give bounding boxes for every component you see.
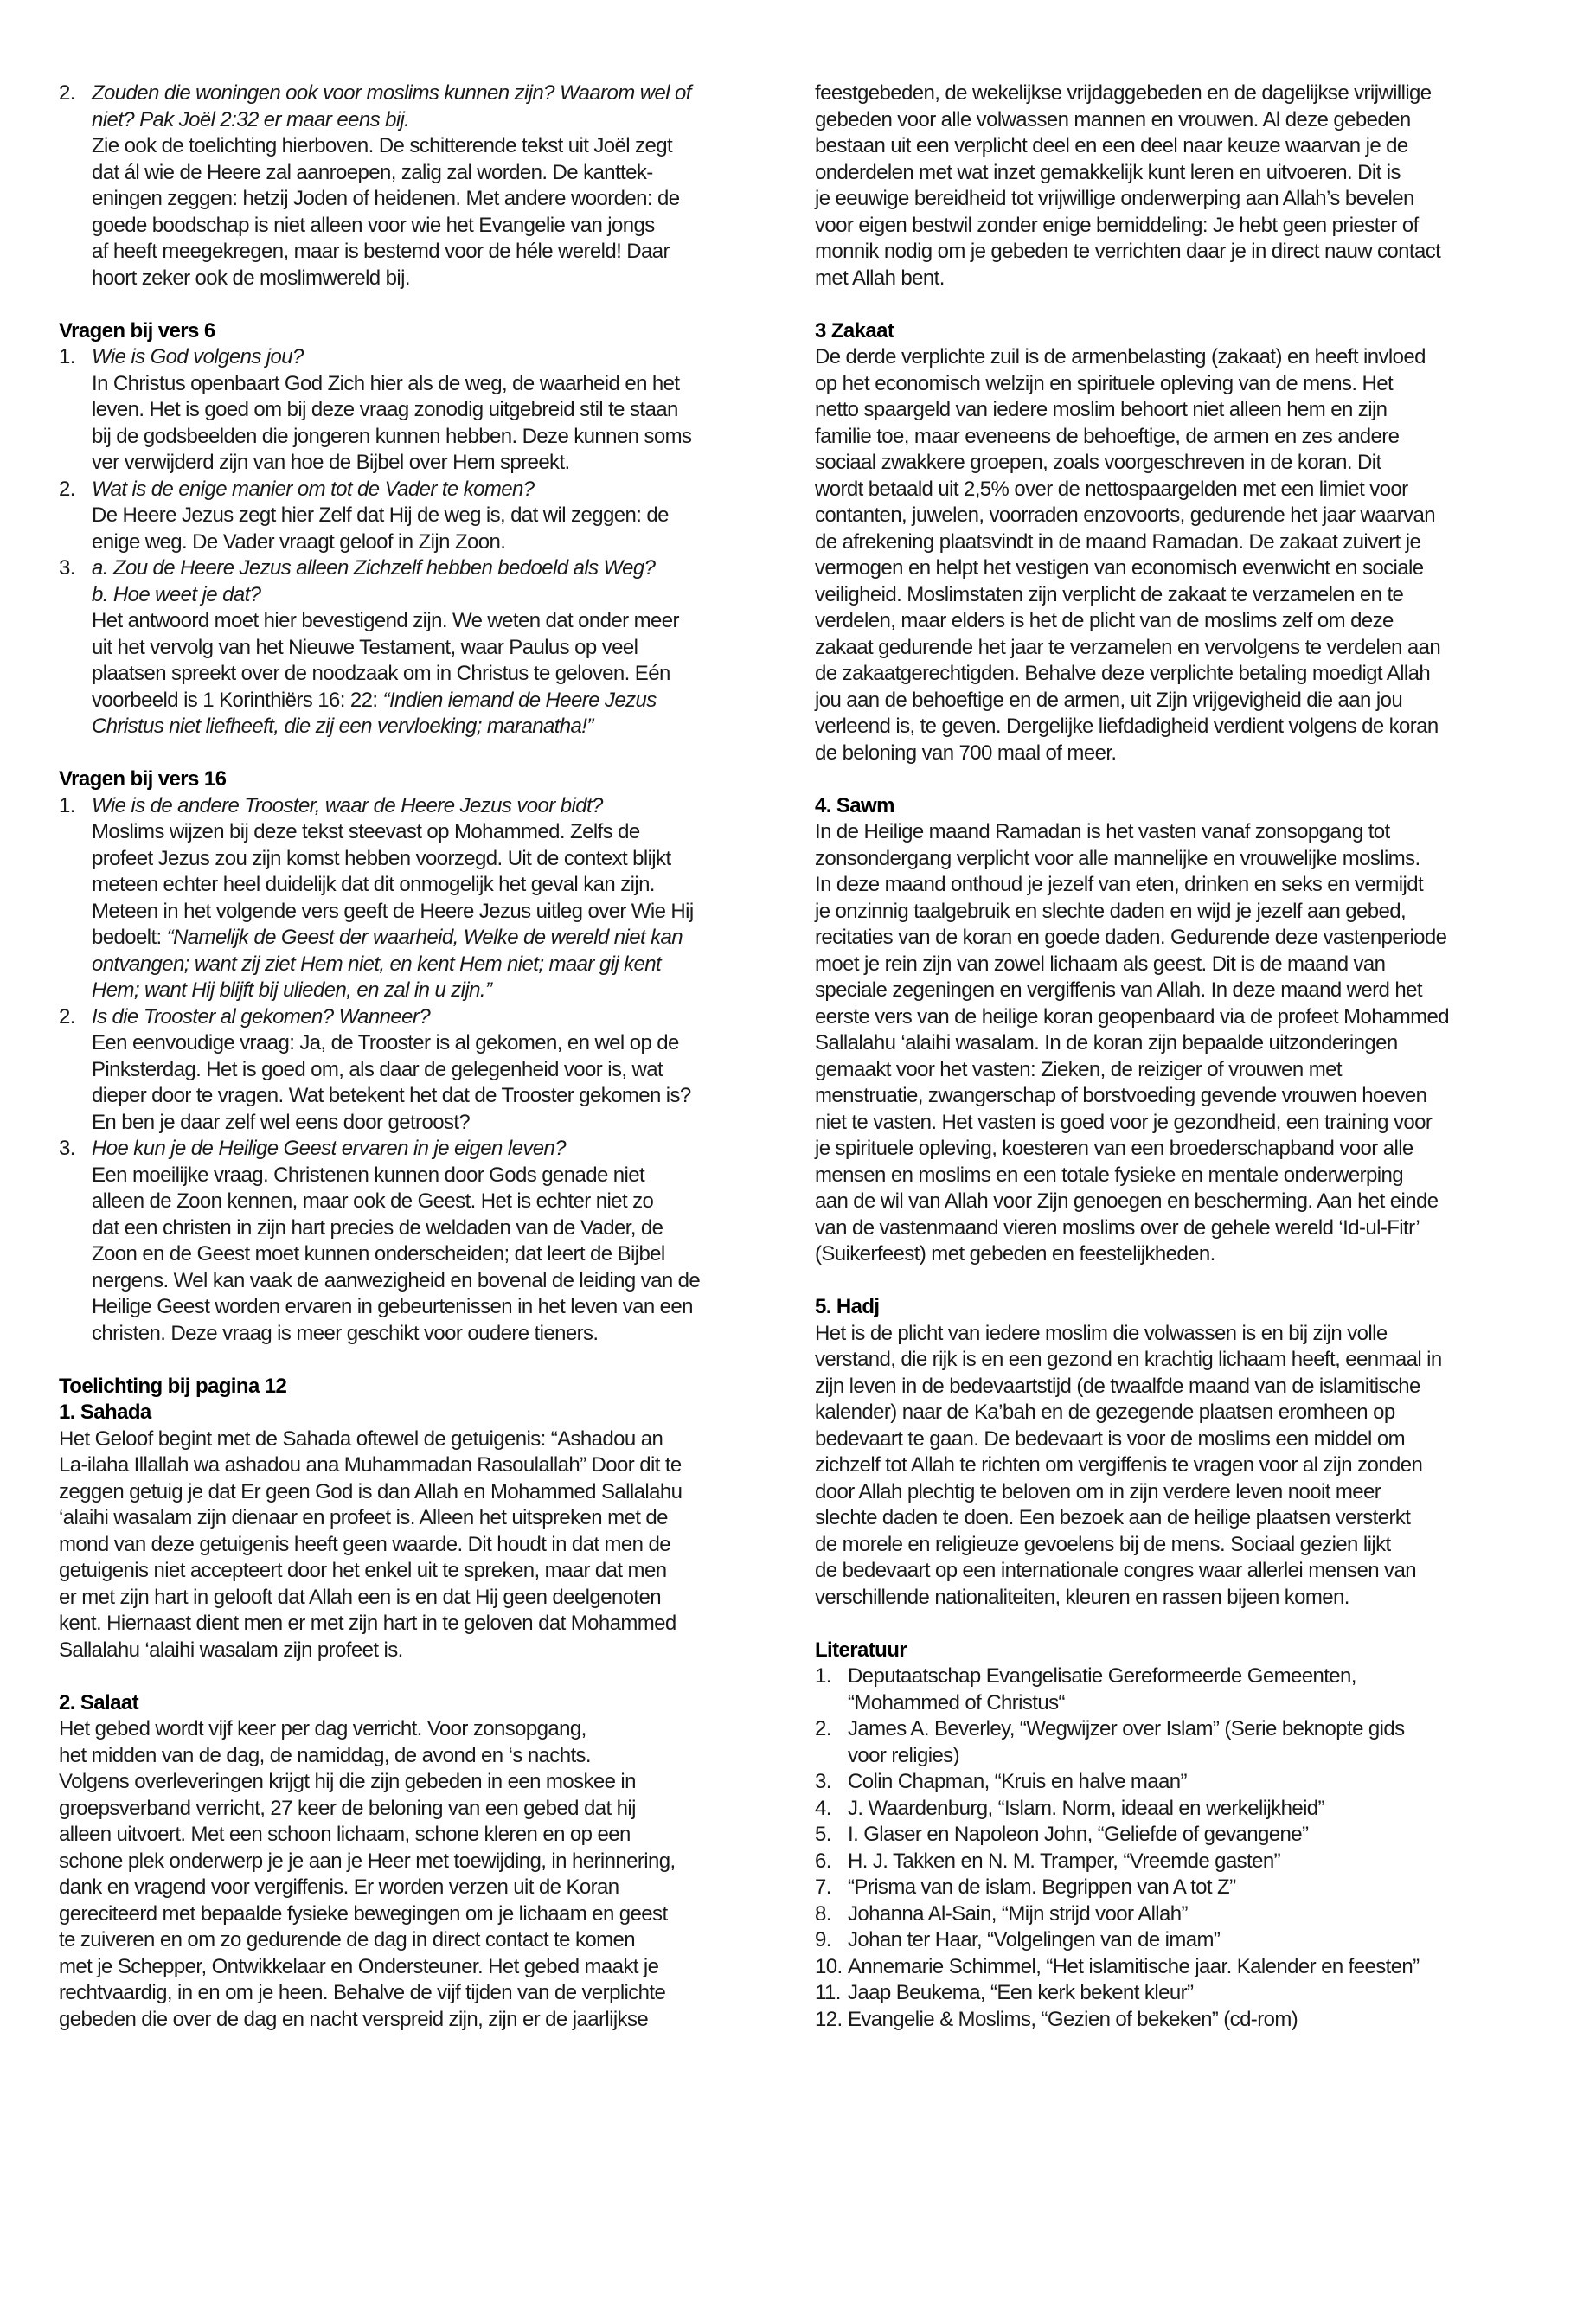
body-line: verdelen, maar elders is het de plicht van de moslims zelf om deze [815,609,1394,632]
body-line: monnik nodig om je gebeden te verrichten daar je in direct nauw contact [815,240,1441,263]
answer-text: ver verwijderd zijn van hoe de Bijbel over Hem spreekt. [92,451,570,474]
bible-quote: “Indien iemand de Heere Jezus [382,688,657,712]
literature-text: Colin Chapman, “Kruis en halve maan” [848,1770,1187,1793]
body-line: aan de wil van Allah voor Zijn genoegen en bescherming. Aan het einde [815,1189,1439,1213]
body-line: gebeden die over de dag en nacht verspreid zijn, zijn er de jaarlijkse [59,2007,649,2031]
subheading-sawm: 4. Sawm [815,793,894,817]
question-text: Wie is de andere Trooster, waar de Heere Jezus voor bidt? [92,793,603,817]
zakaat-paragraph [815,344,1559,766]
item-number: 11. [815,1981,841,2004]
body-line: van de vastenmaand vieren moslims over de gehele wereld ‘Id-ul-Fitr’ [815,1215,1420,1240]
salaat-paragraph [59,1716,785,2033]
body-line: er met zijn hart in gelooft dat Allah een is en dat Hij geen deelgenoten [59,1585,661,1609]
subheading-salaat: 2. Salaat [59,1690,138,1715]
literature-item [815,1769,1559,1796]
body-line: de afrekening plaatsvindt in de maand Ramadan. De zakaat zuivert je [815,529,1421,554]
answer-text: enige weg. De Vader vraagt geloof in Zijn Zoon. [92,529,506,554]
item-number: 2. [59,81,75,105]
subheading-hadj: 5. Hadj [815,1295,880,1318]
body-line: de zakaatgerechtigden. Behalve deze verplichte betaling moedigt Allah [815,662,1431,685]
item-number: 12. [815,2007,843,2031]
bible-quote: Hem; want Hij blijft bij ulieden, en zal in u zijn.” [92,978,492,1002]
body-line: Sallalahu ‘alaihi wasalam zijn profeet is. [59,1638,403,1662]
body-line: sociaal zwakkere groepen, zoals voorgeschreven in de koran. Dit [815,451,1381,474]
body-line: met je Schepper, Ontwikkelaar en Ondersteuner. Het gebed maakt je [59,1954,659,1978]
section-gap [59,740,785,767]
question-item [59,1004,785,1137]
item-number: 5. [815,1823,831,1846]
answer-text: dieper door te vragen. Wat betekent het dat de Trooster gekomen is? [92,1084,691,1107]
literature-text: Annemarie Schimmel, “Het islamitische jaar. Kalender en feesten” [848,1954,1420,1978]
body-line: moet je rein zijn van zowel lichaam als geest. Dit is de maand van [815,952,1386,976]
item-number: 3. [815,1770,831,1793]
question-text: a. Zou de Heere Jezus alleen Zichzelf hebben bedoeld als Weg? [92,556,656,580]
body-line: groepsverband verricht, 27 keer de beloning van een gebed dat hij [59,1796,636,1820]
literature-text: Evangelie & Moslims, “Gezien of bekeken” (cd-rom) [848,2007,1298,2031]
body-line: In de Heilige maand Ramadan is het vasten vanaf zonsopgang tot [815,820,1390,843]
literature-text: Johan ter Haar, “Volgelingen van de imam” [848,1928,1221,1952]
item-number: 1. [59,345,75,369]
body-line: mensen en moslims en een totale fysieke en mentale onderwerping [815,1163,1403,1187]
answer-text: hoort zeker ook de moslimwereld bij. [92,266,410,290]
body-line: verleend is, te geven. Dergelijke liefdadigheid verdient volgens de koran [815,715,1439,738]
question-item [59,555,785,740]
section-gap [59,292,785,318]
literature-item [815,2007,1559,2034]
literature-text: Johanna Al-Sain, “Mijn strijd voor Allah” [848,1901,1188,1926]
body-line: recitaties van de koran en goede daden. Gedurende deze vastenperiode [815,926,1447,949]
question-text: Zouden die woningen ook voor moslims kunnen zijn? Waarom wel of [92,81,691,105]
body-line: wordt betaald uit 2,5% over de nettospaargelden met een limiet voor [815,477,1408,501]
subheading-sahada: 1. Sahada [59,1400,151,1424]
answer-text: profeet Jezus zou zijn komst hebben voorzegd. Uit de context blijkt [92,846,671,870]
item-number: 6. [815,1849,831,1873]
section-gap [815,1611,1559,1638]
item-number: 1. [59,793,75,817]
answer-text: meteen echter heel duidelijk dat dit onmogelijk het geval kan zijn. [92,873,655,896]
bible-quote: ontvangen; want zij ziet Hem niet, en kent Hem niet; maar gij kent [92,952,662,976]
body-line: Het gebed wordt vijf keer per dag verricht. Voor zonsopgang, [59,1717,586,1740]
answer-text: De Heere Jezus zegt hier Zelf dat Hij de weg is, dat wil zeggen: de [92,503,669,527]
body-line: Het is de plicht van iedere moslim die volwassen is en bij zijn volle [815,1321,1388,1345]
literature-text: “Prisma van de islam. Begrippen van A tot Z” [848,1875,1236,1899]
left-column [59,80,785,2033]
body-line: De derde verplichte zuil is de armenbelasting (zakaat) en heeft invloed [815,345,1426,369]
question-item [59,1136,785,1347]
answer-text: bij de godsbeelden die jongeren kunnen hebben. Deze kunnen soms [92,424,692,448]
body-line: de beloning van 700 maal of meer. [815,740,1117,765]
body-line: met Allah bent. [815,266,945,290]
literature-item [815,1901,1559,1928]
answer-text: Heilige Geest worden ervaren in gebeurtenissen in het leven van een [92,1295,693,1318]
body-line: slechte daden te doen. Een bezoek aan de heilige plaatsen versterkt [815,1506,1411,1529]
answer-text: Een eenvoudige vraag: Ja, de Trooster is al gekomen, en wel op de [92,1031,679,1054]
answer-text: In Christus openbaart God Zich hier als de weg, de waarheid en het [92,371,680,395]
item-number: 8. [815,1901,831,1926]
literature-text: J. Waardenburg, “Islam. Norm, ideaal en werkelijkheid” [848,1796,1324,1820]
body-line: familie toe, maar eveneens de behoeftige, de armen en zes andere [815,424,1400,448]
body-line: Het Geloof begint met de Sahada oftewel de getuigenis: “Ashadou an [59,1426,663,1451]
body-line: In deze maand onthoud je jezelf van eten, drinken en seks en vermijdt [815,873,1424,896]
question-text: b. Hoe weet je dat? [92,582,261,606]
hadj-paragraph [815,1321,1559,1612]
answer-text: dat een christen in zijn hart precies de weldaden van de Vader, de [92,1215,663,1240]
literature-text: voor religies) [848,1743,959,1767]
literature-text: James A. Beverley, “Wegwijzer over Islam” (Serie beknopte gids [848,1717,1405,1740]
body-line: zakaat gedurende het jaar te verzamelen en vervolgens te verdelen aan [815,635,1441,659]
literature-item [815,1796,1559,1823]
answer-text [92,925,785,952]
subheading-literatuur: Literatuur [815,1638,907,1662]
literature-item [815,1875,1559,1901]
answer-text: Zie ook de toelichting hierboven. De schitterende tekst uit Joël zegt [92,134,673,157]
body-line: verschillende nationaliteiten, kleuren en rassen bijeen komen. [815,1585,1349,1609]
body-line: schone plek onderwerp je je aan je Heer met toewijding, in herinnering, [59,1849,676,1873]
body-line: zichzelf tot Allah te richten om vergiffenis te vragen voor al zijn zonden [815,1453,1423,1477]
body-line: door Allah plechtig te beloven om in zijn verdere leven nooit meer [815,1479,1381,1503]
body-line: Sallalahu ‘alaihi wasalam. In de koran zijn bepaalde uitzonderingen [815,1031,1398,1054]
section-gap [59,1663,785,1690]
item-number: 3. [59,1137,75,1160]
section-gap [815,766,1559,793]
body-line: je onzinnig taalgebruik en slechte daden en wijd je jezelf aan gebed, [815,899,1407,923]
body-line: op het economisch welzijn en spirituele opleving van de mens. Het [815,371,1394,395]
answer-text: Pinksterdag. Het is goed om, als daar de gelegenheid voor is, wat [92,1057,663,1081]
question-text: Wie is God volgens jou? [92,345,304,369]
answer-text: eningen zeggen: hetzij Joden of heidenen. Met andere woorden: de [92,187,680,210]
item-number: 9. [815,1928,831,1952]
body-line: het midden van de dag, de namiddag, de avond en ‘s nachts. [59,1743,591,1767]
answer-text: Een moeilijke vraag. Christenen kunnen door Gods genade niet [92,1163,645,1187]
body-line: zeggen getuig je dat Er geen God is dan Allah en Mohammed Sallalahu [59,1479,683,1503]
body-line: speciale zegeningen en vergiffenis van Allah. In deze maand werd het [815,978,1422,1002]
body-line: de morele en religieuze gevoelens bij de mens. Sociaal gezien lijkt [815,1532,1391,1556]
question-text: Is die Trooster al gekomen? Wanneer? [92,1004,431,1029]
item-number: 2. [815,1717,831,1740]
literature-text: H. J. Takken en N. M. Tramper, “Vreemde gasten” [848,1849,1281,1873]
literature-item [815,1927,1559,1954]
question-text: niet? Pak Joël 2:32 er maar eens bij. [92,107,410,131]
body-line: zijn leven in de bedevaartstijd (de twaalfde maand van de islamitische [815,1374,1420,1398]
body-line: de bedevaart op een internationale congres waar allerlei mensen van [815,1559,1416,1582]
body-line: menstruatie, zwangerschap of borstvoeding gevende vrouwen hoeven [815,1084,1427,1107]
section-gap [815,292,1559,318]
item-number: 4. [815,1796,831,1820]
literature-list [815,1663,1559,2033]
item-number: 1. [815,1664,831,1688]
answer-text: Zoon en de Geest moet kunnen onderscheiden; dat leert de Bijbel [92,1242,665,1266]
literature-item [815,1849,1559,1875]
section-gap [815,1268,1559,1295]
answer-text: af heeft meegekregen, maar is bestemd voor de héle wereld! Daar [92,240,670,263]
bible-quote: Christus niet liefheeft, die zij een vervloeking; maranatha!” [92,715,593,738]
question-item [59,477,785,556]
body-line: je spirituele opleving, koesteren van een broederschapband voor alle [815,1137,1413,1160]
answer-plain: bedoelt: [92,926,167,949]
section-heading-toelichting: Toelichting bij pagina 12 [59,1374,287,1398]
sahada-paragraph [59,1426,785,1664]
literature-item [815,1716,1559,1769]
body-line: zonsondergang verplicht voor alle mannelijke en vrouwelijke moslims. [815,846,1420,870]
body-line: gereciteerd met bepaalde fysieke bewegingen om je lichaam en geest [59,1901,668,1926]
answer-text: leven. Het is goed om bij deze vraag zonodig uitgebreid stil te staan [92,398,678,421]
body-line: onderdelen met wat inzet gemakkelijk kunt leren en uitvoeren. Dit is [815,160,1401,184]
question-item [59,793,785,1004]
answer-text: nergens. Wel kan vaak de aanwezigheid en bovenal de leiding van de [92,1268,701,1292]
body-line: vermogen en helpt het vestigen van economisch evenwicht en sociale [815,556,1424,580]
literature-item [815,1822,1559,1849]
bible-quote: “Namelijk de Geest der waarheid, Welke de wereld niet kan [166,926,683,949]
body-line: bedevaart te gaan. De bedevaart is voor de moslims een middel om [815,1426,1405,1451]
body-line: dank en vragend voor vergiffenis. Er worden verzen uit de Koran [59,1875,619,1899]
answer-text: plaatsen spreekt over de noodzaak om in Christus te geloven. Eén [92,662,670,685]
salaat-continued-paragraph [815,80,1559,292]
body-line: gebeden voor alle volwassen mannen en vrouwen. Al deze gebeden [815,107,1411,131]
body-line: ‘alaihi wasalam zijn dienaar en profeet is. Alleen het uitspreken met de [59,1506,668,1529]
answer-text: Meteen in het volgende vers geeft de Heere Jezus uitleg over Wie Hij [92,899,694,923]
literature-text: I. Glaser en Napoleon John, “Geliefde of gevangene” [848,1823,1309,1846]
question-text: Wat is de enige manier om tot de Vader te komen? [92,477,535,501]
question-item [59,344,785,477]
body-line: jou aan de behoeftige en de armen, uit Zijn vrijgevigheid die aan jou [815,688,1403,712]
body-line: contanten, juwelen, voorraden enzovoorts, gedurende het jaar waarvan [815,503,1436,527]
body-line: kent. Hiernaast dient men er met zijn hart in te geloven dat Mohammed [59,1612,676,1635]
body-line: niet te vasten. Het vasten is goed voor je gezondheid, een training voor [815,1110,1433,1134]
answer-plain: voorbeeld is 1 Korinthiërs 16: 22: [92,688,383,712]
answer-text: uit het vervolg van het Nieuwe Testament, waar Paulus op veel [92,635,638,659]
section-gap [59,1347,785,1374]
item-number: 2. [59,1004,75,1029]
literature-item [815,1980,1559,2007]
item-number: 2. [59,477,75,501]
literature-item [815,1954,1559,1981]
body-line: gemaakt voor het vasten: Zieken, de reiziger of vrouwen met [815,1057,1342,1081]
body-line: netto spaargeld van iedere moslim behoort niet alleen hem en zijn [815,398,1388,421]
body-line: La-ilaha Illallah wa ashadou ana Muhammadan Rasoulallah” Door dit te [59,1453,682,1477]
body-line: Volgens overleveringen krijgt hij die zijn gebeden in een moskee in [59,1770,636,1793]
answer-text: dat ál wie de Heere zal aanroepen, zalig zal worden. De kanttek- [92,160,653,184]
item-number: 7. [815,1875,831,1899]
body-line: getuigenis niet accepteert door het enkel uit te spreken, maar dat men [59,1559,667,1582]
body-line: alleen uitvoert. Met een schoon lichaam, schone kleren en op een [59,1823,631,1846]
body-line: verstand, die rijk is en een gezond en krachtig lichaam heeft, eenmaal in [815,1348,1442,1371]
subheading-zakaat: 3 Zakaat [815,318,894,343]
body-line: te zuiveren en om zo gedurende de dag in direct contact te komen [59,1928,636,1952]
body-line: bestaan uit een verplicht deel en een deel naar keuze waarvan je de [815,134,1408,157]
question-item-2 [59,80,785,292]
answer-text: Het antwoord moet hier bevestigend zijn. We weten dat onder meer [92,609,679,632]
section-heading-vers-16: Vragen bij vers 16 [59,767,227,791]
answer-text: goede boodschap is niet alleen voor wie het Evangelie van jongs [92,213,655,237]
section-heading-vers-6: Vragen bij vers 6 [59,318,215,343]
item-number: 10. [815,1954,843,1978]
right-column [815,80,1559,2033]
answer-text [92,688,785,715]
sawm-paragraph [815,819,1559,1268]
item-number: 3. [59,556,75,580]
literature-text: “Mohammed of Christus“ [848,1690,1065,1715]
body-line: kalender) naar de Ka’bah en de gezegende plaatsen eromheen op [815,1400,1395,1424]
answer-text: Moslims wijzen bij deze tekst steevast op Mohammed. Zelfs de [92,820,640,843]
answer-text: christen. Deze vraag is meer geschikt voor oudere tieners. [92,1321,599,1345]
body-line: je eeuwige bereidheid tot vrijwillige onderwerping aan Allah’s bevelen [815,187,1414,210]
body-line: voor eigen bestwil zonder enige bemiddeling: Je hebt geen priester of [815,213,1419,237]
literature-text: Deputaatschap Evangelisatie Gereformeerde Gemeenten, [848,1664,1356,1688]
question-text: Hoe kun je de Heilige Geest ervaren in je eigen leven? [92,1137,566,1160]
literature-text: Jaap Beukema, “Een kerk bekent kleur” [848,1981,1194,2004]
answer-text: En ben je daar zelf wel eens door getroost? [92,1110,471,1134]
answer-text: alleen de Zoon kennen, maar ook de Geest. Het is echter niet zo [92,1189,654,1213]
body-line: (Suikerfeest) met gebeden en feestelijkheden. [815,1242,1215,1266]
body-line: rechtvaardig, in en om je heen. Behalve de vijf tijden van de verplichte [59,1981,666,2004]
body-line: eerste vers van de heilige koran geopenbaard via de profeet Mohammed [815,1004,1450,1029]
body-line: mond van deze getuigenis heeft geen waarde. Dit houdt in dat men de [59,1532,670,1556]
body-line: veiligheid. Moslimstaten zijn verplicht de zakaat te verzamelen en te [815,582,1404,606]
literature-item [815,1663,1559,1716]
body-line: feestgebeden, de wekelijkse vrijdaggebeden en de dagelijkse vrijwillige [815,81,1432,105]
